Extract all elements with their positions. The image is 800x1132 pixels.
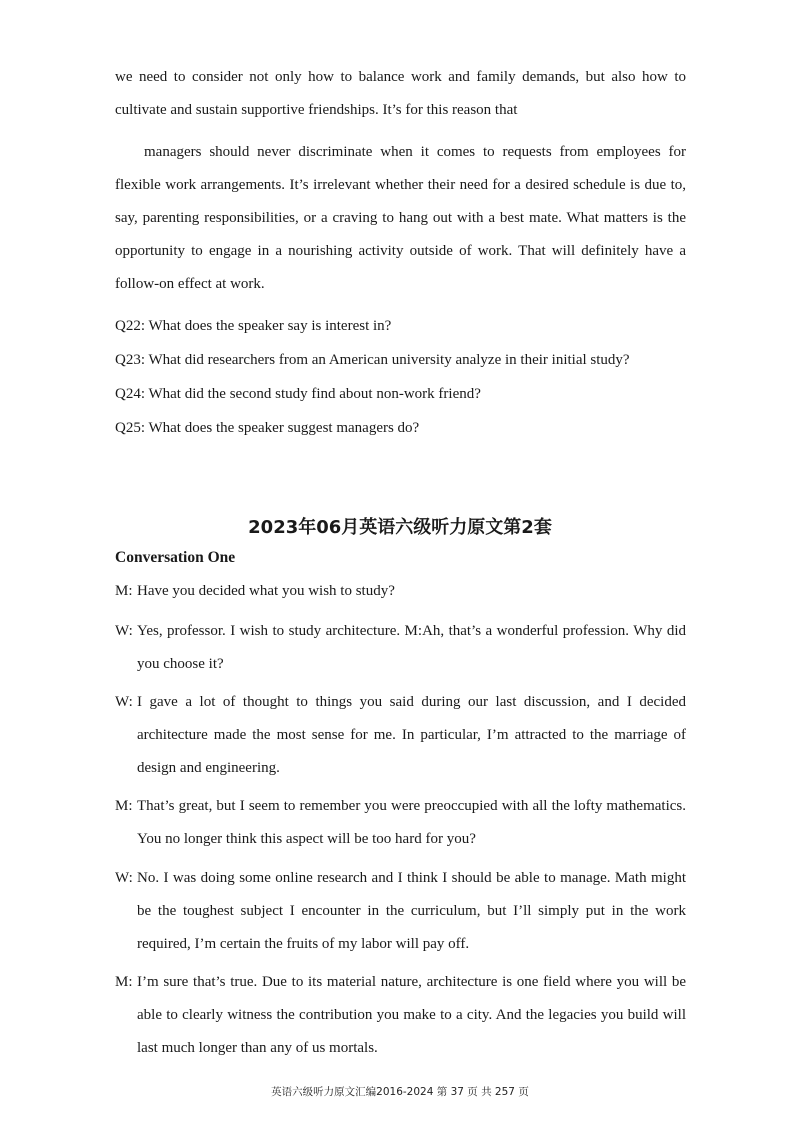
dialogue-text: That’s great, but I seem to remember you were preoccupied with all the lofty mathematics. You no longer think this aspect will be too hard for you?: [137, 798, 686, 847]
dialogue-turn: [115, 615, 686, 681]
conversation-heading: Conversation One: [115, 549, 236, 566]
speaker-label: M:: [115, 583, 133, 599]
dialogue-text: Have you decided what you wish to study?: [137, 583, 395, 599]
dialogue-turn: [115, 966, 686, 1065]
question-q25: Q25: What does the speaker suggest managers do?: [115, 420, 420, 436]
speaker-label: M:: [115, 798, 133, 814]
dialogue-text: Yes, professor. I wish to study architecture. M:Ah, that’s a wonderful profession. Why did you choose it?: [137, 623, 686, 672]
dialogue-turn: [115, 575, 686, 608]
speaker-label: W:: [115, 870, 133, 886]
dialogue-text: No. I was doing some online research and I think I should be able to manage. Math might be the toughest subject I encounter in the curriculum, but I’ll simply put in the work required, I’m certain the fruits of my labor will pay off.: [137, 870, 686, 952]
speaker-label: M:: [115, 974, 133, 990]
dialogue-turn: [115, 862, 686, 961]
intro-paragraph-2: managers should never discriminate when it comes to requests from employees for flexible work arrangements. It’s irrelevant whether their need for a desired schedule is due to, say, parenting responsibilities, or a craving to hang out with a best mate. What matters is the opportunity to engage in a nourishing activity outside of work. That will definitely have a follow-on effect at work.: [115, 144, 686, 292]
question-q23: Q23: What did researchers from an American university analyze in their initial study?: [115, 352, 630, 368]
intro-paragraph-1: we need to consider not only how to balance work and family demands, but also how to cultivate and sustain supportive friendships. It’s for this reason that: [115, 69, 686, 118]
dialogue-turn: [115, 790, 686, 856]
dialogue-text: I gave a lot of thought to things you said during our last discussion, and I decided architecture made the most sense for me. In particular, I’m attracted to the marriage of design and engineering.: [137, 694, 686, 776]
dialogue-turn: [115, 686, 686, 785]
page-footer: 英语六级听力原文汇编2016-2024 第 37 页 共 257 页: [271, 1086, 529, 1098]
speaker-label: W:: [115, 623, 133, 639]
question-q24: Q24: What did the second study find about non-work friend?: [115, 386, 481, 402]
section-title: 2023年06月英语六级听力原文第2套: [248, 517, 552, 538]
question-q22: Q22: What does the speaker say is interest in?: [115, 318, 392, 334]
speaker-label: W:: [115, 694, 133, 710]
dialogue-text: I’m sure that’s true. Due to its material nature, architecture is one field where you will be able to clearly witness the contribution you make to a city. And the legacies you build will last much longer than any of us mortals.: [137, 974, 686, 1056]
